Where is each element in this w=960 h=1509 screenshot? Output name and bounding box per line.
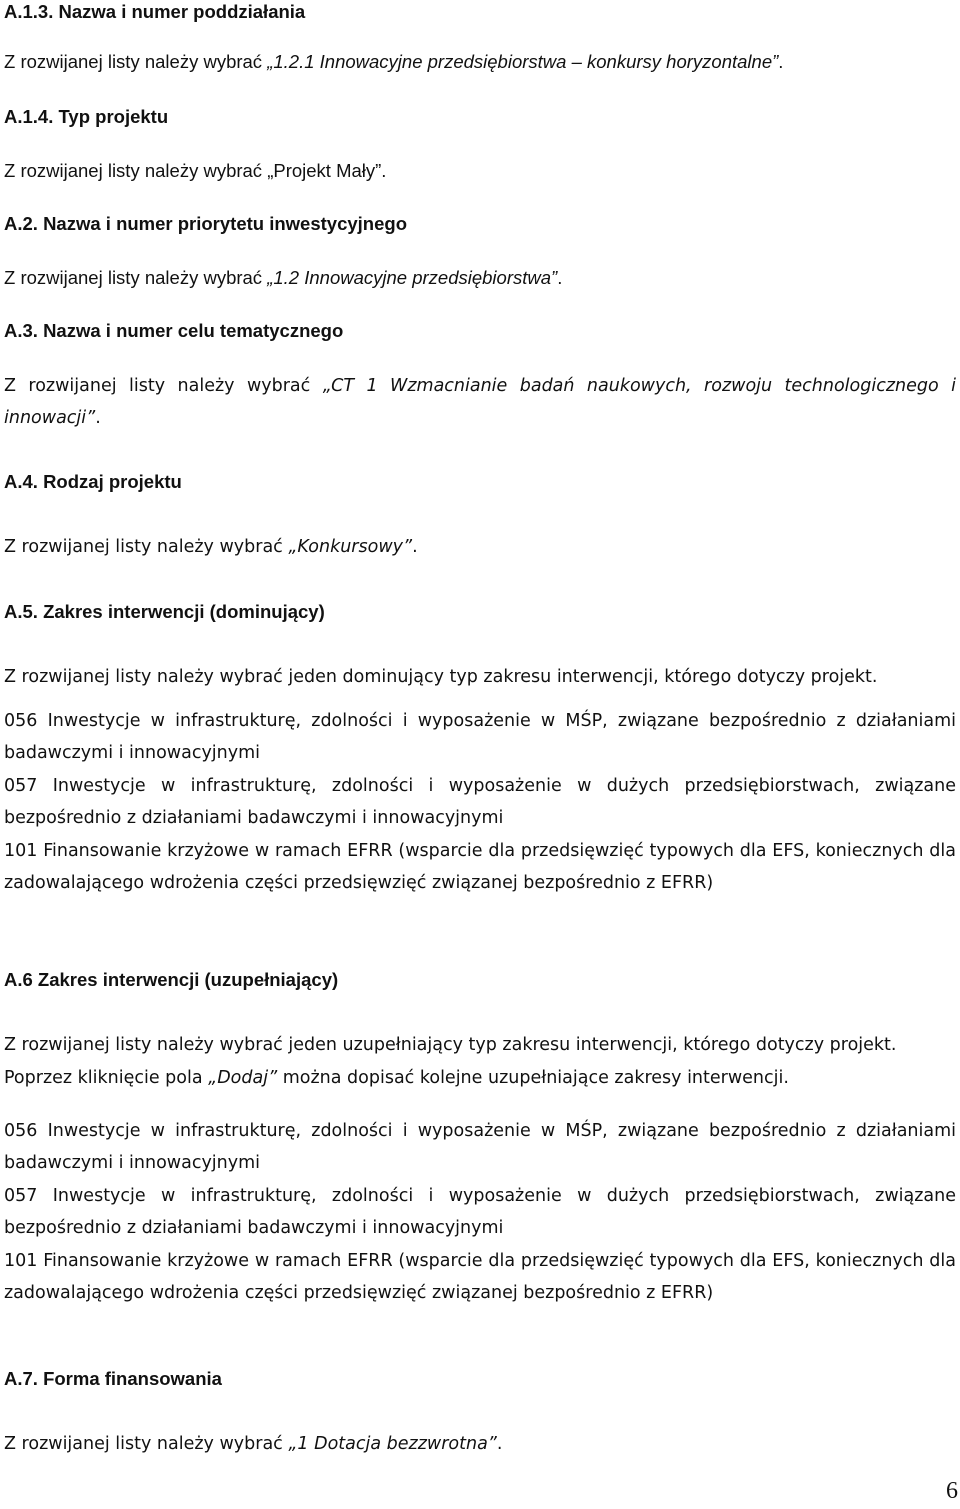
text-a7 [4,1428,956,1460]
text-a3-pre: Z rozwijanej listy należy wybrać [4,376,323,396]
a6-item-101: 101 Finansowanie krzyżowe w ramach EFRR (wsparcie dla przedsięwzięć typowych dla EFS, koniecznych dla zadowalającego wdrożenia części przedsięwzięć związanej bezpośrednio z EFRR) [4,1251,956,1303]
text-a2-post: . [557,267,563,288]
heading-a2: A.2. Nazwa i numer priorytetu inwestycyjnego [4,213,407,234]
page-number: 6 [946,1478,958,1504]
text-a4-pre: Z rozwijanej listy należy wybrać [4,537,289,557]
a6-item-057: 057 Inwestycje w infrastrukturę, zdolności i wyposażenie w dużych przedsiębiorstwach, związane bezpośrednio z działaniami badawczymi i innowacyjnymi [4,1186,956,1238]
a5-item-056: 056 Inwestycje w infrastrukturę, zdolności i wyposażenie w MŚP, związane bezpośrednio z działaniami badawczymi i innowacyjnymi [4,711,956,763]
text-a7-value: „1 Dotacja bezzwrotna” [288,1434,497,1454]
text-a6-dodaj-pre: Poprzez kliknięcie pola [4,1068,209,1088]
text-a6-intro: Z rozwijanej listy należy wybrać jeden uzupełniający typ zakresu interwencji, którego dotyczy projekt. [4,1035,897,1055]
text-a5-intro: Z rozwijanej listy należy wybrać jeden dominujący typ zakresu interwencji, którego dotyczy projekt. [4,667,878,687]
text-a6-dodaj-value: „Dodaj” [208,1068,278,1088]
a5-item-101: 101 Finansowanie krzyżowe w ramach EFRR (wsparcie dla przedsięwzięć typowych dla EFS, koniecznych dla zadowalającego wdrożenia części przedsięwzięć związanej bezpośrednio z EFRR) [4,841,956,893]
text-a14: Z rozwijanej listy należy wybrać „Projekt Mały”. [4,160,387,181]
a5-item-057: 057 Inwestycje w infrastrukturę, zdolności i wyposażenie w dużych przedsiębiorstwach, związane bezpośrednio z działaniami badawczymi i innowacyjnymi [4,776,956,828]
text-a4-post: . [412,537,418,557]
heading-a14: A.1.4. Typ projektu [4,106,169,127]
text-a3 [4,370,956,434]
text-a2 [4,262,956,294]
text-a2-value: „1.2 Innowacyjne przedsiębiorstwa” [267,267,558,288]
text-a13-post: . [778,51,784,72]
heading-a6: A.6 Zakres interwencji (uzupełniający) [4,969,339,990]
heading-a7: A.7. Forma finansowania [4,1368,222,1389]
text-a3-value: „CT 1 Wzmacnianie badań naukowych, rozwoju technologicznego i innowacji” [4,376,956,428]
text-a3-post: . [95,408,101,428]
text-a6-dodaj-post: można dopisać kolejne uzupełniające zakresy interwencji. [277,1068,789,1088]
heading-a3: A.3. Nazwa i numer celu tematycznego [4,320,344,341]
text-a13-pre: Z rozwijanej listy należy wybrać [4,51,268,72]
text-a6-dodaj [4,1062,956,1094]
a6-item-056: 056 Inwestycje w infrastrukturę, zdolności i wyposażenie w MŚP, związane bezpośrednio z działaniami badawczymi i innowacyjnymi [4,1121,956,1173]
text-a4 [4,531,956,563]
heading-a5: A.5. Zakres interwencji (dominujący) [4,601,325,622]
text-a13 [4,46,956,78]
text-a2-pre: Z rozwijanej listy należy wybrać [4,267,268,288]
heading-a4: A.4. Rodzaj projektu [4,471,182,492]
heading-a13: A.1.3. Nazwa i numer poddziałania [4,1,306,22]
text-a4-value: „Konkursowy” [288,537,413,557]
text-a13-value: „1.2.1 Innowacyjne przedsiębiorstwa – konkursy horyzontalne” [267,51,779,72]
text-a7-pre: Z rozwijanej listy należy wybrać [4,1434,289,1454]
text-a7-post: . [496,1434,503,1454]
